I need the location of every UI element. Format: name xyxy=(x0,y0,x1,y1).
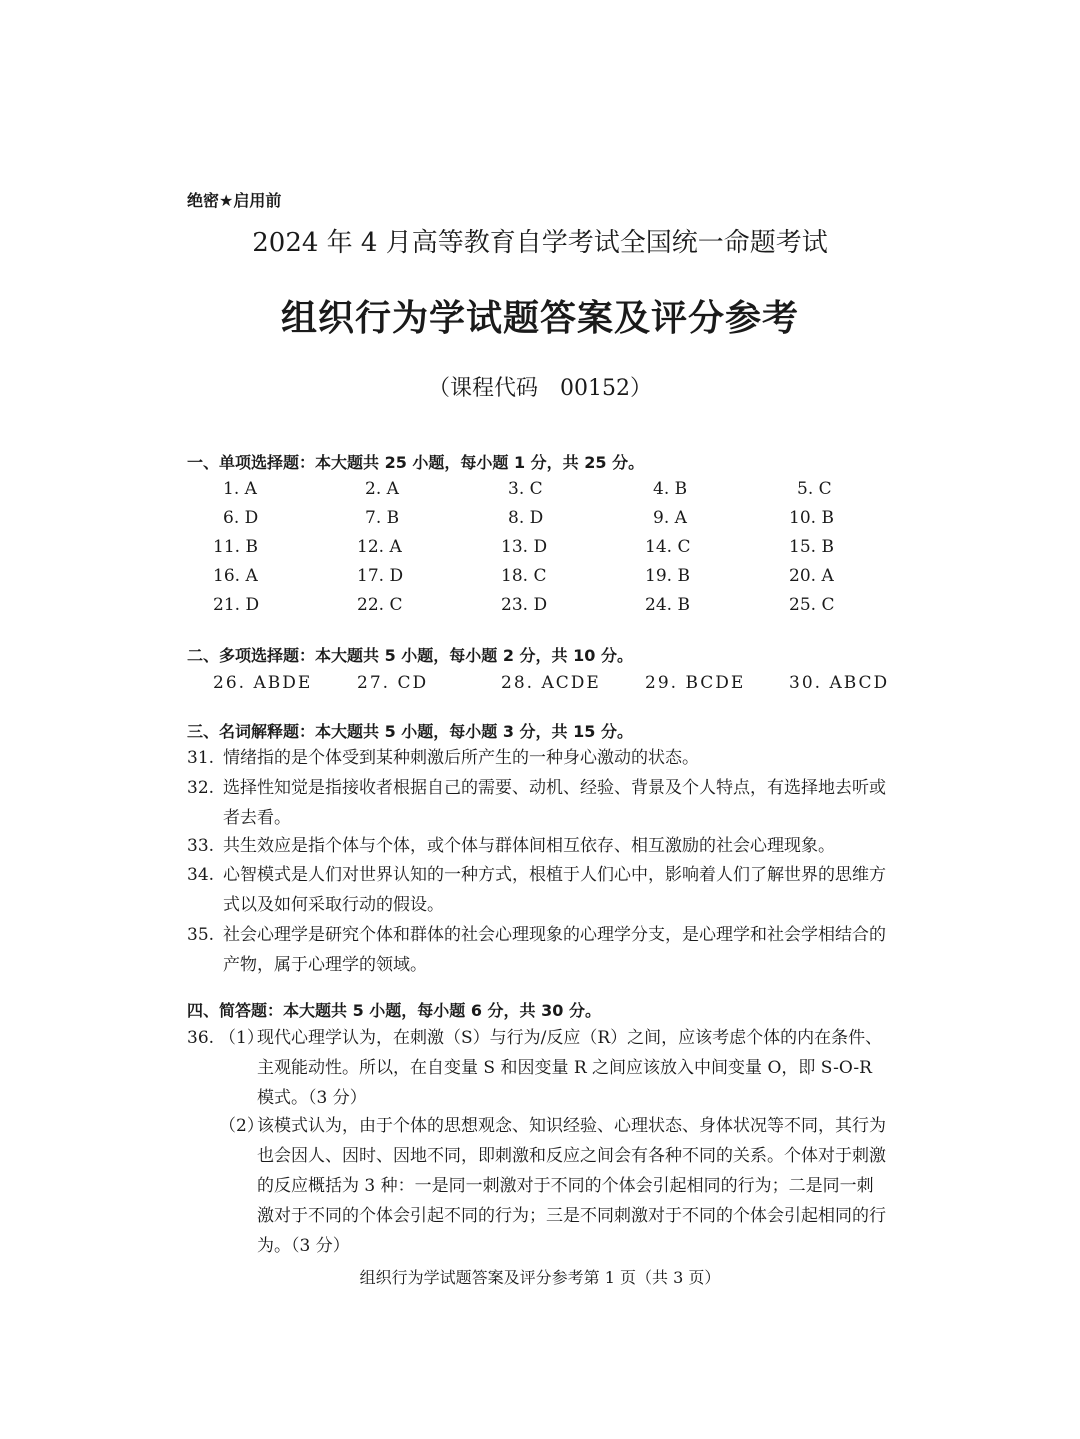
answer-item: 8. D xyxy=(508,508,544,528)
item-number: 35. xyxy=(187,925,215,945)
definition-item xyxy=(187,773,887,833)
answer-item: 10. B xyxy=(789,508,834,528)
item-text: 共生效应是指个体与个体，或个体与群体间相互依存、相互激励的社会心理现象。 xyxy=(223,836,835,856)
answer-item: 20. A xyxy=(789,566,834,586)
answer-item: 9. A xyxy=(653,508,687,528)
definition-item xyxy=(187,920,887,980)
answer-item: 18. C xyxy=(501,566,547,586)
answer-item: 17. D xyxy=(357,566,404,586)
answer-part xyxy=(219,1023,889,1113)
answer-item: 25. C xyxy=(789,595,835,615)
answer-item: 7. B xyxy=(365,508,400,528)
answer-item: 2. A xyxy=(365,479,399,499)
answer-item: 27. CD xyxy=(357,673,429,693)
answer-item: 28. ACDE xyxy=(501,673,601,693)
course-code: （课程代码 00152） xyxy=(428,376,652,401)
item-text: 情绪指的是个体受到某种刺激后所产生的一种身心激动的状态。 xyxy=(223,748,699,768)
answer-item: 15. B xyxy=(789,537,834,557)
answer-item: 1. A xyxy=(223,479,257,499)
answer-part xyxy=(219,1111,889,1261)
answer-item: 14. C xyxy=(645,537,691,557)
item-text: 社会心理学是研究个体和群体的社会心理现象的心理学分支，是心理学和社会学相结合的产物，属于心理学的领域。 xyxy=(223,925,886,975)
item-number: 33. xyxy=(187,836,215,856)
page-footer: 组织行为学试题答案及评分参考第 1 页（共 3 页） xyxy=(359,1268,721,1287)
section3-heading: 三、名词解释题：本大题共 5 小题，每小题 3 分，共 15 分。 xyxy=(187,722,633,741)
answer-item: 19. B xyxy=(645,566,690,586)
answer-item: 6. D xyxy=(223,508,259,528)
question-number: 36. xyxy=(187,1028,215,1048)
part-text: 该模式认为，由于个体的思想观念、知识经验、心理状态、身体状况等不同，其行为也会因人、因时、因地不同，即刺激和反应之间会有各种不同的关系。个体对于刺激的反应概括为 3 种：一是同一刺激对于不同的个体会引起相同的行为；二是同一刺激对于不同的个体会引起不同的行为；三是不同刺激对于不同的个体会引起相同的行为。（3 分） xyxy=(257,1116,886,1256)
answer-item: 22. C xyxy=(357,595,403,615)
definition-item xyxy=(187,743,887,773)
answer-item: 16. A xyxy=(213,566,258,586)
item-number: 32. xyxy=(187,778,215,798)
answer-item: 21. D xyxy=(213,595,260,615)
answer-item: 13. D xyxy=(501,537,548,557)
item-text: 选择性知觉是指接收者根据自己的需要、动机、经验、背景及个人特点，有选择地去听或者去看。 xyxy=(223,778,886,828)
exam-title: 2024 年 4 月高等教育自学考试全国统一命题考试 xyxy=(252,228,828,258)
answer-item: 5. C xyxy=(797,479,832,499)
part-text: 现代心理学认为，在刺激（S）与行为/反应（R）之间，应该考虑个体的内在条件、主观能动性。所以，在自变量 S 和因变量 R 之间应该放入中间变量 O，即 S-O-R 模式。（3 分） xyxy=(257,1028,883,1108)
definition-item xyxy=(187,831,887,861)
answer-item: 29. BCDE xyxy=(645,673,746,693)
answer-item: 23. D xyxy=(501,595,548,615)
item-text: 心智模式是人们对世界认知的一种方式，根植于人们心中，影响着人们了解世界的思维方式以及如何采取行动的假设。 xyxy=(223,865,886,915)
part-number: （1） xyxy=(219,1028,264,1048)
answer-item: 24. B xyxy=(645,595,690,615)
answer-item: 30. ABCD xyxy=(789,673,890,693)
answer-item: 12. A xyxy=(357,537,402,557)
section2-heading: 二、多项选择题：本大题共 5 小题，每小题 2 分，共 10 分。 xyxy=(187,646,633,665)
answer-item: 4. B xyxy=(653,479,688,499)
part-number: （2） xyxy=(219,1116,264,1136)
section4-heading: 四、简答题：本大题共 5 小题，每小题 6 分，共 30 分。 xyxy=(187,1001,601,1020)
answer-item: 11. B xyxy=(213,537,258,557)
item-number: 34. xyxy=(187,865,215,885)
answer-item: 3. C xyxy=(508,479,543,499)
section1-heading: 一、单项选择题：本大题共 25 小题，每小题 1 分，共 25 分。 xyxy=(187,453,645,472)
page-title: 组织行为学试题答案及评分参考 xyxy=(280,298,799,339)
answer-item: 26. ABDE xyxy=(213,673,313,693)
confidential-label: 绝密★启用前 xyxy=(187,191,282,210)
definition-item xyxy=(187,860,887,920)
item-number: 31. xyxy=(187,748,215,768)
